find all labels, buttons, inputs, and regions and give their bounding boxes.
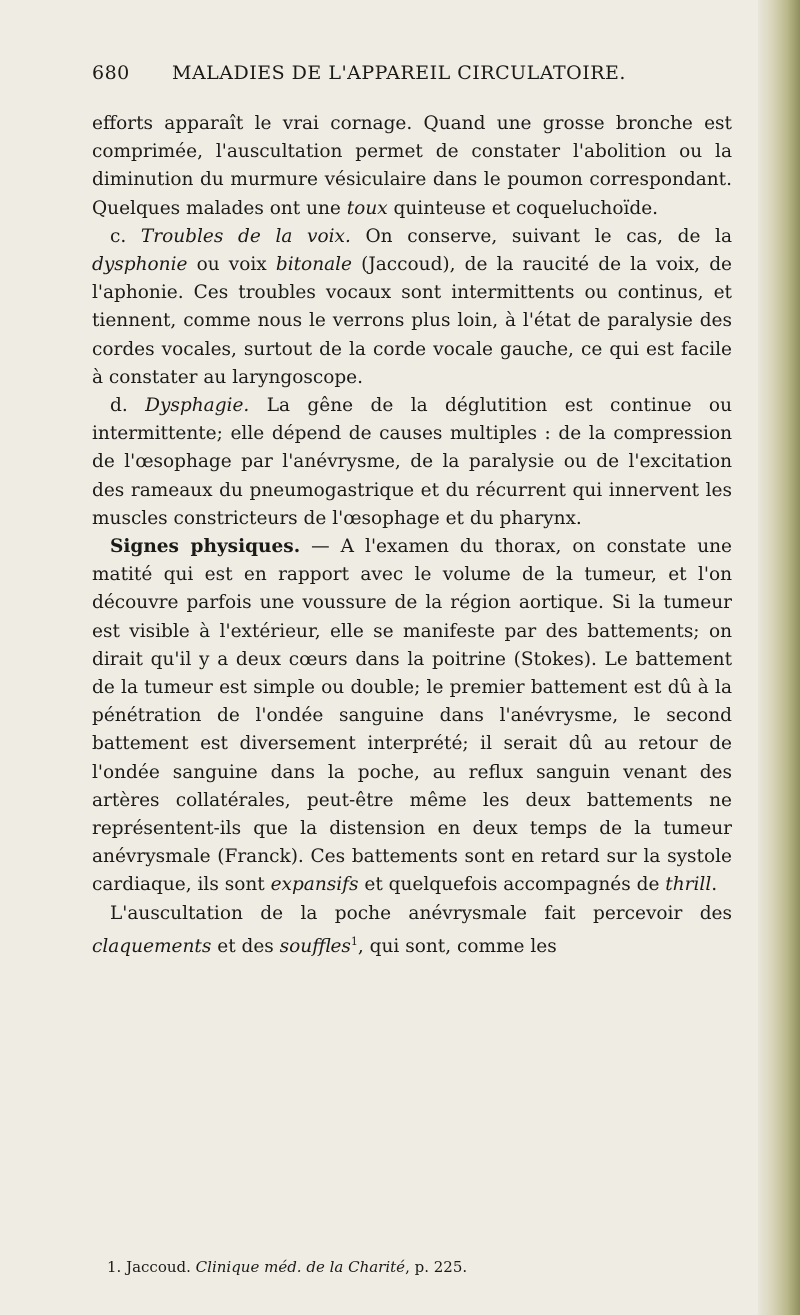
paragraph-troubles-voix: c. Troubles de la voix. On conserve, suivant le cas, de la dysphonie ou voix bitonale (Jaccoud), de la raucité de la voix, de l'aphonie. Ces troubles vocaux sont intermittents ou continus, et tiennent, comme nous le verrons plus loin, à l'état de paralysie des cordes vocales, surtout de la corde vocale gauche, ce qui est facile à constater au laryngoscope.	[92, 225, 733, 388]
paragraph-auscultation: L'auscultation de la poche anévrysmale fait percevoir des claquements et des souffles$^1$, qui sont, comme les	[92, 902, 732, 958]
footnote-ref: 1	[350, 934, 358, 948]
page-number: 680	[92, 62, 130, 84]
paragraph-signes-physiques: Signes physiques. — A l'examen du thorax, on constate une matité qui est en rapport avec le volume de la tumeur, et l'on découvre parfois une voussure de la région aortique. Si la tumeur est visible à l'extérieur, elle se manifeste par des battements; on dirait qu'il y a deux cœurs dans la poitrine (Stokes). Le battement de la tumeur est simple ou double; le premier battement est dû à la pénétration de l'ondée sanguine dans l'anévrysme, le second battement est diversement interprété; il serait dû au retour de l'ondée sanguine dans la poche, au reflux sanguin venant des artères collatérales, peut-être même les deux battements ne représentent-ils que la distension en deux temps de la tumeur anévrysmale (Franck). Ces battements sont en retard sur la systole cardiaque, ils sont expansifs et quelquefois accompagnés de thrill.	[92, 536, 732, 896]
page-edge-shadow	[758, 0, 800, 1315]
section-title: Dysphagie.	[145, 395, 250, 417]
running-header	[92, 62, 732, 84]
body-text	[92, 110, 732, 961]
paragraph-continued: efforts apparaît le vrai cornage. Quand une grosse bronche est comprimée, l'auscultation permet de constater l'abolition ou la diminution du murmure vésiculaire dans le poumon correspondant. Quelques malades ont une toux quinteuse et coqueluchoïde.	[92, 113, 732, 219]
running-title: MALADIES DE L'APPAREIL CIRCULATOIRE.	[172, 62, 626, 84]
footnote: 1. Jaccoud. Clinique méd. de la Charité, p. 225.	[107, 1258, 468, 1276]
emphasis-toux: toux	[346, 197, 388, 219]
item-label: d.	[110, 395, 146, 417]
section-title: Troubles de la voix.	[140, 225, 351, 247]
paragraph-dysphagie: d. Dysphagie. La gêne de la déglutition est continue ou intermittente; elle dépend de causes multiples : de la compression de l'œsophage par l'anévrysme, de la paralysie ou de l'excitation des rameaux du pneumogastrique et du récurrent qui innervent les muscles constricteurs de l'œsophage et du pharynx.	[92, 395, 732, 529]
item-label: c.	[110, 225, 141, 247]
section-title: Signes physiques.	[110, 536, 301, 558]
